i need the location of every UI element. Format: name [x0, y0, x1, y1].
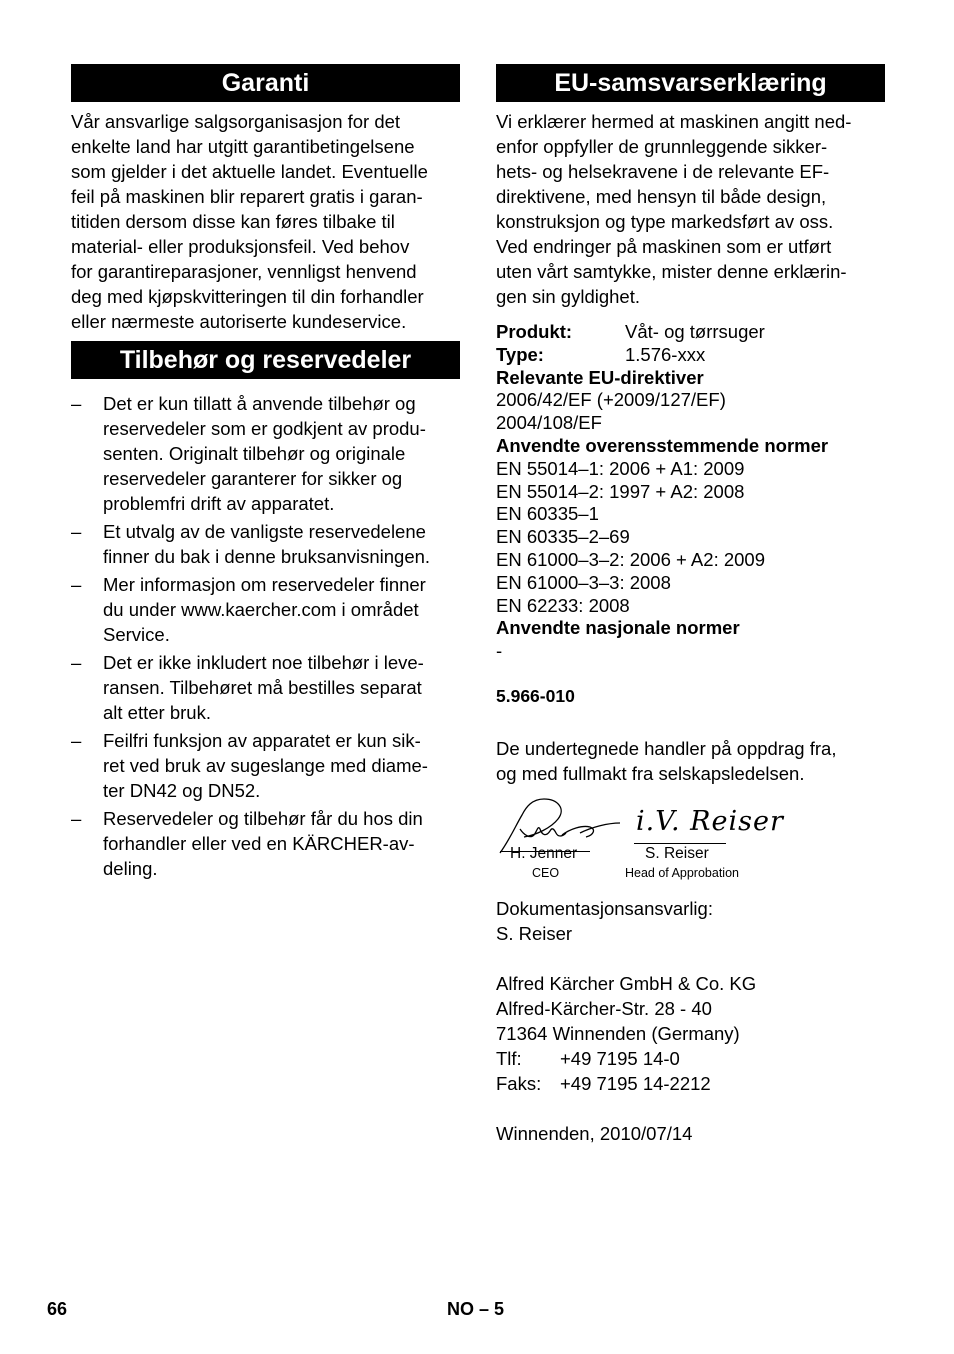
list-line: Det er ikke inkludert noe tilbehør i leve- — [103, 652, 424, 673]
garanti-line: titiden dersom disse kan føres tilbake til — [71, 211, 395, 232]
list-line: deling. — [103, 858, 158, 879]
list-item — [71, 728, 460, 803]
type-label: Type: — [496, 343, 544, 365]
national-value: - — [496, 640, 503, 662]
doc-responsible-name: S. Reiser — [496, 923, 573, 944]
product-row — [496, 321, 885, 344]
doc-responsible-label: Dokumentasjonsansvarlig: — [496, 898, 713, 919]
fax-value: +49 7195 14-2212 — [560, 1073, 711, 1094]
doc-number: 5.966-010 — [496, 686, 575, 706]
list-item — [71, 572, 460, 647]
company-address — [496, 971, 756, 1096]
list-line: senten. Originalt tilbehør og originale — [103, 443, 406, 464]
signer2-title: Head of Approbation — [625, 866, 739, 880]
signer2-name: S. Reiser — [645, 845, 709, 862]
norm-item: EN 61000–3–3: 2008 — [496, 571, 671, 593]
tel-value: +49 7195 14-0 — [560, 1048, 680, 1069]
garanti-line: feil på maskinen blir reparert gratis i garan- — [71, 186, 423, 207]
signatures — [496, 795, 796, 885]
eu-heading: EU-samsvarserklæring — [496, 64, 885, 102]
section-label: NO – 5 — [447, 1299, 505, 1319]
tel-row — [496, 1046, 756, 1071]
intro-line: hets- og helsekravene i de relevante EF- — [496, 161, 830, 182]
list-line: forhandler eller ved en KÄRCHER-av- — [103, 833, 415, 854]
list-line: finner du bak i denne bruksanvisningen. — [103, 546, 431, 567]
garanti-line: enkelte land har utgitt garantibetingelsene — [71, 136, 415, 157]
left-column — [71, 64, 460, 884]
list-line: reservedeler garanterer for sikker og — [103, 468, 403, 489]
signer1-title: CEO — [532, 866, 560, 880]
list-line: ter DN42 og DN52. — [103, 780, 261, 801]
garanti-line: eller nærmeste autoriserte kundeservice. — [71, 311, 407, 332]
norm-item: EN 55014–1: 2006 + A1: 2009 — [496, 457, 745, 479]
doc-responsible — [496, 896, 713, 946]
product-label: Produkt: — [496, 321, 573, 342]
list-item — [71, 806, 460, 881]
dash-bullet: – — [71, 808, 82, 829]
company-line: Alfred-Kärcher-Str. 28 - 40 — [496, 998, 712, 1019]
list-line: Det er kun tillatt å anvende tilbehør og — [103, 393, 416, 414]
right-column — [496, 64, 885, 784]
garanti-heading: Garanti — [71, 64, 460, 102]
list-item — [71, 650, 460, 725]
norm-item: EN 60335–2–69 — [496, 526, 630, 548]
type-value: 1.576-xxx — [625, 343, 706, 365]
signatory-text — [496, 736, 836, 786]
signatory-line: og med fullmakt fra selskapsledelsen. — [496, 763, 805, 784]
page-number: 66 — [47, 1299, 68, 1319]
garanti-line: Vår ansvarlige salgsorganisasjon for det — [71, 111, 401, 132]
fax-row — [496, 1071, 756, 1096]
list-item — [71, 519, 460, 569]
intro-line: direktivene, med hensyn til både design, — [496, 186, 827, 207]
eu-intro — [496, 109, 885, 309]
list-line: alt etter bruk. — [103, 702, 211, 723]
intro-line: konstruksjon og type markedsført av oss. — [496, 211, 834, 232]
garanti-text — [71, 109, 460, 334]
norm-item: EN 60335–1 — [496, 503, 599, 525]
tel-label: Tlf: — [496, 1048, 522, 1069]
directive-item: 2006/42/EF (+2009/127/EF) — [496, 389, 726, 411]
list-line: Reservedeler og tilbehør får du hos din — [103, 808, 423, 829]
signer1-name: H. Jenner — [510, 845, 578, 862]
fax-label: Faks: — [496, 1073, 542, 1094]
norm-item: EN 55014–2: 1997 + A2: 2008 — [496, 480, 745, 502]
directives-heading: Relevante EU-direktiver — [496, 366, 704, 388]
tilbehor-heading: Tilbehør og reservedeler — [71, 341, 460, 379]
national-heading: Anvendte nasjonale normer — [496, 617, 740, 639]
dash-bullet: – — [71, 730, 82, 751]
norms-heading: Anvendte overensstemmende normer — [496, 434, 829, 456]
place-date: Winnenden, 2010/07/14 — [496, 1123, 693, 1144]
intro-line: uten vårt samtykke, mister denne erklærin- — [496, 261, 847, 282]
list-item — [71, 391, 460, 516]
list-line: ransen. Tilbehøret må bestilles separat — [103, 677, 422, 698]
dash-bullet: – — [71, 574, 82, 595]
garanti-line: deg med kjøpskvitteringen til din forhandler — [71, 286, 424, 307]
list-line: Service. — [103, 624, 170, 645]
product-specs — [496, 321, 885, 663]
signatory-line: De undertegnede handler på oppdrag fra, — [496, 738, 837, 759]
list-line: reservedeler som er godkjent av produ- — [103, 418, 426, 439]
list-line: Mer informasjon om reservedeler finner — [103, 574, 426, 595]
list-line: ret ved bruk av sugeslange med diame- — [103, 755, 428, 776]
norm-item: EN 61000–3–2: 2006 + A2: 2009 — [496, 548, 765, 570]
signature-line-reiser — [634, 843, 726, 844]
intro-line: Vi erklærer hermed at maskinen angitt ned- — [496, 111, 852, 132]
directive-item: 2004/108/EF — [496, 412, 602, 434]
company-line: 71364 Winnenden (Germany) — [496, 1023, 740, 1044]
type-row — [496, 344, 885, 367]
dash-bullet: – — [71, 652, 82, 673]
signature-reiser: i.V. Reiser — [636, 806, 784, 837]
product-value: Våt- og tørrsuger — [625, 321, 765, 342]
company-line: Alfred Kärcher GmbH & Co. KG — [496, 973, 757, 994]
list-line: Feilfri funksjon av apparatet er kun sik- — [103, 730, 421, 751]
dash-bullet: – — [71, 393, 82, 414]
dash-bullet: – — [71, 521, 82, 542]
garanti-line: som gjelder i det aktuelle landet. Eventuelle — [71, 161, 428, 182]
intro-line: Ved endringer på maskinen som er utført — [496, 236, 832, 257]
intro-line: gen sin gyldighet. — [496, 286, 640, 307]
tilbehor-list — [71, 391, 460, 881]
norm-item: EN 62233: 2008 — [496, 594, 630, 616]
list-line: problemfri drift av apparatet. — [103, 493, 335, 514]
list-line: du under www.kaercher.com i området — [103, 599, 419, 620]
list-line: Et utvalg av de vanligste reservedelene — [103, 521, 426, 542]
intro-line: enfor oppfyller de grunnleggende sikker- — [496, 136, 828, 157]
garanti-line: for garantireparasjoner, vennligst henvend — [71, 261, 417, 282]
garanti-line: material- eller produksjonsfeil. Ved behov — [71, 236, 410, 257]
